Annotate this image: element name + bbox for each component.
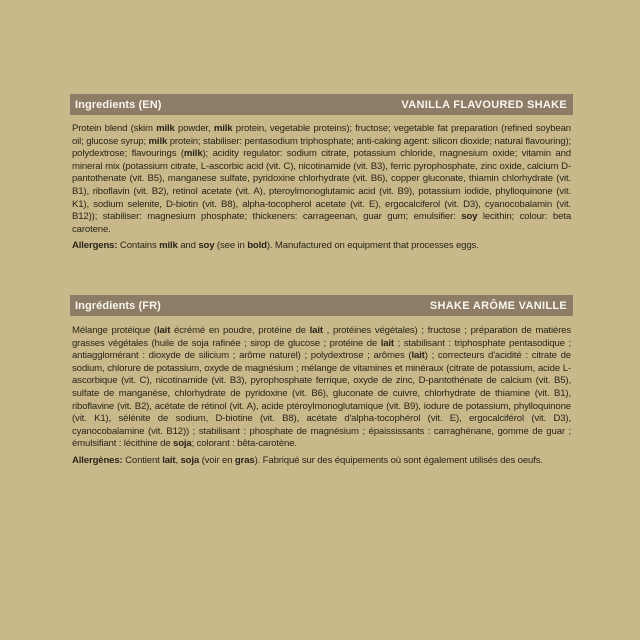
text-run: ) ; correcteurs d'acidité : citrate de sodium, chlorure de potassium, oxyde de magnésium ; mélange de vitamines et minéraux (citrate de potassium, acide L-ascorbique (vit. C), nicotinamide (vit. B3), pyrophosphate ferrique, oxyde de zinc, D-pantothénate de calcium (vit. B5), sulfate de manganèse, chlorhydrate de pyridoxine (vit. B6), gluconate de cuivre, chlorhydrate de thiamine (vit. B1), riboflavine (vit. B2), acétate de rétinol (vit. A), acide ptéroylmonoglutamique (vit. B9), iodure de potassium, phylloquinone (vit. K1), sélénite de sodium, D-biotine (vit. B8), acétate d'alpha-tocophérol (vit. E), ergocalciférol (vit. D3), cyanocobalamine (vit. B12)) ; stabilisant : phosphate de magnésium ; épaississants : carraghénane, gomme de guar ; émulsifiant : lécithine de bbox=[72, 350, 571, 450]
bold-text-run: soy bbox=[461, 211, 478, 223]
allergens-fr-text bbox=[72, 455, 571, 468]
text-run: protein; stabiliser: pentasodium triphosphate; anti-caking agent: silicon dioxide; natural flavouring); polydextrose; flavourings ( bbox=[72, 135, 571, 160]
bold-text-run: bold bbox=[247, 240, 267, 252]
ingredients-en-text bbox=[72, 123, 571, 236]
text-run: (voir en bbox=[199, 454, 235, 466]
text-run: (see in bbox=[214, 240, 248, 252]
bold-text-run: lait bbox=[380, 337, 394, 349]
ingredients-en-title: Ingredients (EN) bbox=[75, 98, 162, 111]
bold-text-run: lait bbox=[156, 325, 171, 336]
bold-text-run: Allergènes: bbox=[72, 454, 123, 466]
bold-text-run: Allergens: bbox=[72, 240, 118, 252]
text-run: écrémé en poudre, protéine de bbox=[170, 325, 310, 336]
text-run: , protéines végétales) ; fructose ; préparation de matières grasses végétales (huile de soja rafinée ; sirop de glucose ; protéine de bbox=[72, 325, 571, 349]
text-run: Protein blend (skim bbox=[72, 123, 157, 134]
text-run: ; colorant : bêta-carotène. bbox=[191, 438, 297, 450]
bold-text-run: soja bbox=[173, 438, 192, 450]
bold-text-run: lait bbox=[411, 350, 425, 362]
ingredients-fr-title: Ingrédients (FR) bbox=[75, 299, 161, 312]
text-run: Contains bbox=[117, 240, 160, 252]
text-run: protein, vegetable proteins); fructose; vegetable fat preparation (refined soybean oil; glucose syrup; bbox=[72, 123, 571, 147]
ingredients-fr-section bbox=[70, 295, 573, 468]
text-run: powder, bbox=[174, 123, 214, 134]
bold-text-run: gras bbox=[234, 454, 255, 466]
ingredients-fr-header bbox=[70, 295, 573, 316]
text-run: lecithin; colour: beta carotene. bbox=[72, 211, 572, 235]
bold-text-run: soy bbox=[198, 240, 215, 252]
bold-text-run: milk bbox=[183, 148, 203, 160]
product-name-fr: SHAKE ARÔME VANILLE bbox=[429, 299, 567, 312]
text-run: ); acidity regulator: sodium citrate, potassium chloride, magnesium oxide; vitamin and mineral mix (potassium citrate, L-ascorbic acid (vit. C), nicotinamide (vit. B3), ferric pyrophosphate, zinc oxide, calcium D-pantothenate (vit. B5), manganese sulfate, pyridoxine chlorhydrate (vit. B6), copper gluconate, thiamin chlorhydrate (vit. B1), riboflavin (vit. B2), retinol acetate (vit. A), pteroylmonoglutamic acid (vit. B9), potassium iodide, phylloquinone (vit. K1), sodium selenite, D-biotin (vit. B8), alpha-tocopherol acetate (vit. E), ergocalciferol (vit. D3), cyanocobalamin (vit. B12)); stabiliser: magnesium phosphate; thickeners: carrageenan, guar gum; emulsifier: bbox=[72, 148, 571, 223]
text-run: and bbox=[177, 240, 199, 252]
ingredients-en-section bbox=[70, 94, 573, 253]
bold-text-run: lait bbox=[309, 325, 323, 336]
text-run: ). Manufactured on equipment that processes eggs. bbox=[266, 240, 479, 252]
bold-text-run: milk bbox=[159, 240, 178, 252]
bold-text-run: milk bbox=[148, 135, 168, 147]
bold-text-run: milk bbox=[156, 123, 175, 134]
text-run: Contient bbox=[122, 454, 163, 466]
product-name-en: VANILLA FLAVOURED SHAKE bbox=[401, 98, 567, 111]
ingredients-fr-text bbox=[72, 325, 571, 451]
bold-text-run: lait bbox=[162, 454, 176, 466]
allergens-en-text bbox=[72, 240, 571, 253]
text-run: Mélange protéique ( bbox=[72, 325, 157, 336]
text-run: ; stabilisant : triphosphate pentasodique ; antiagglomérant : dioxyde de silicium ; arôme naturel) ; polydextrose ; arômes ( bbox=[72, 337, 571, 362]
text-run: ). Fabriqué sur des équipements où sont également utilisés des oeufs. bbox=[254, 454, 543, 466]
text-run: , bbox=[175, 454, 181, 466]
ingredients-en-header bbox=[70, 94, 573, 115]
bold-text-run: soja bbox=[180, 454, 200, 466]
bold-text-run: milk bbox=[213, 123, 233, 134]
